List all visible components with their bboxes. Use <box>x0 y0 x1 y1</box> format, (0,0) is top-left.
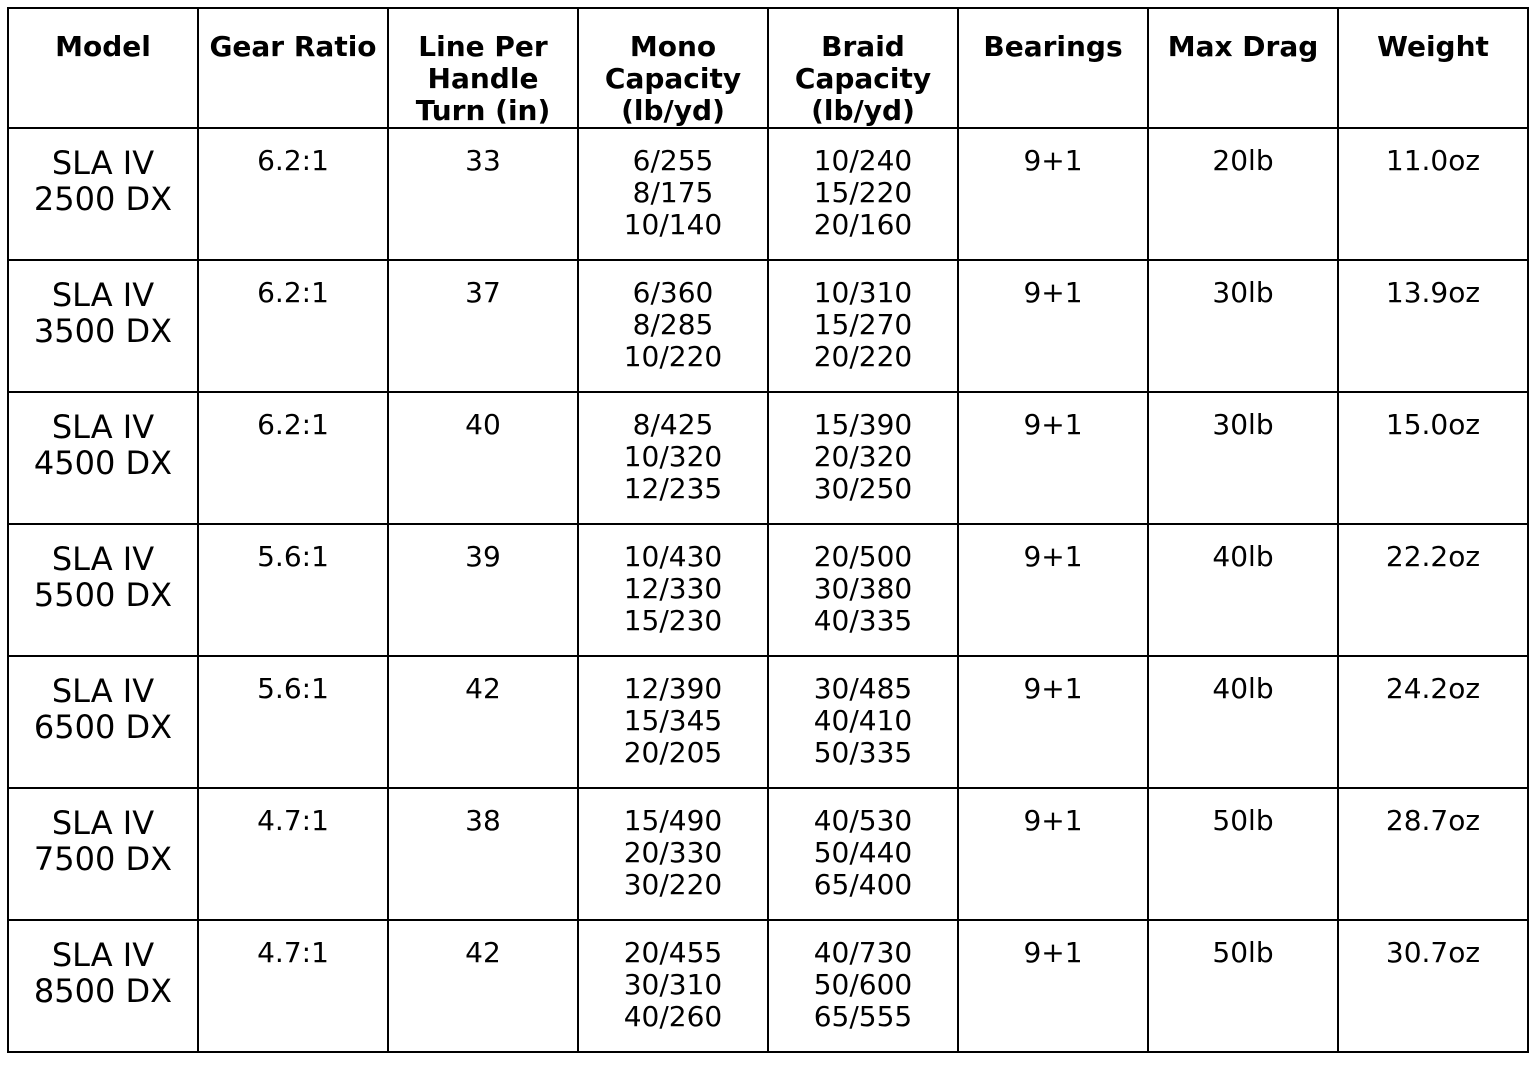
cell-bearings: 9+1 <box>958 392 1148 524</box>
cell-braid-capacity-line: 20/160 <box>813 208 913 241</box>
cell-weight: 11.0oz <box>1338 128 1528 260</box>
header-label: Handle <box>427 62 539 95</box>
cell-braid-capacity-line: 15/390 <box>813 408 913 441</box>
cell-mono-capacity <box>578 392 768 524</box>
cell-weight: 28.7oz <box>1338 788 1528 920</box>
cell-braid-capacity <box>768 128 958 260</box>
cell-model-line: SLA IV <box>51 408 155 446</box>
cell-model-line: 5500 DX <box>33 576 173 614</box>
header-row <box>8 8 1528 128</box>
cell-braid-capacity <box>768 788 958 920</box>
cell-model-line: 8500 DX <box>33 972 173 1010</box>
cell-model <box>8 128 198 260</box>
cell-weight: 30.7oz <box>1338 920 1528 1052</box>
cell-braid-capacity-line: 30/250 <box>813 472 913 505</box>
header-label: Gear Ratio <box>209 30 377 63</box>
cell-braid-capacity-line: 15/220 <box>813 176 913 209</box>
header-weight <box>1338 8 1528 128</box>
cell-model-line: 2500 DX <box>33 180 173 218</box>
cell-gear-ratio: 4.7:1 <box>198 788 388 920</box>
table-row <box>8 260 1528 392</box>
cell-gear-ratio: 5.6:1 <box>198 656 388 788</box>
cell-mono-capacity <box>578 128 768 260</box>
cell-mono-capacity-line: 12/390 <box>623 672 723 705</box>
cell-bearings: 9+1 <box>958 260 1148 392</box>
cell-line-per-turn: 40 <box>388 392 578 524</box>
cell-braid-capacity-line: 20/500 <box>813 540 913 573</box>
cell-braid-capacity-line: 15/270 <box>813 308 913 341</box>
cell-braid-capacity-line: 40/410 <box>813 704 913 737</box>
cell-mono-capacity-line: 12/235 <box>623 472 723 505</box>
cell-braid-capacity-line: 30/380 <box>813 572 913 605</box>
cell-braid-capacity-line: 65/555 <box>813 1000 913 1033</box>
cell-gear-ratio: 6.2:1 <box>198 128 388 260</box>
cell-max-drag: 20lb <box>1148 128 1338 260</box>
cell-mono-capacity-line: 6/255 <box>632 144 714 177</box>
cell-braid-capacity-line: 40/730 <box>813 936 913 969</box>
cell-weight: 24.2oz <box>1338 656 1528 788</box>
header-mono-capacity <box>578 8 768 128</box>
cell-line-per-turn: 37 <box>388 260 578 392</box>
cell-mono-capacity-line: 12/330 <box>623 572 723 605</box>
cell-braid-capacity <box>768 656 958 788</box>
cell-mono-capacity-line: 15/345 <box>623 704 723 737</box>
cell-max-drag: 30lb <box>1148 260 1338 392</box>
cell-mono-capacity <box>578 524 768 656</box>
cell-mono-capacity-line: 30/310 <box>623 968 723 1001</box>
cell-model <box>8 920 198 1052</box>
cell-braid-capacity-line: 20/320 <box>813 440 913 473</box>
header-gear-ratio <box>198 8 388 128</box>
cell-gear-ratio: 6.2:1 <box>198 260 388 392</box>
header-bearings <box>958 8 1148 128</box>
header-label: Model <box>55 30 151 63</box>
cell-max-drag: 30lb <box>1148 392 1338 524</box>
cell-braid-capacity <box>768 392 958 524</box>
cell-mono-capacity-line: 10/140 <box>623 208 723 241</box>
header-label: Braid <box>821 30 905 63</box>
header-label: Capacity <box>604 62 742 95</box>
cell-bearings: 9+1 <box>958 920 1148 1052</box>
table-row <box>8 788 1528 920</box>
table-body <box>8 128 1528 1052</box>
cell-model-line: 4500 DX <box>33 444 173 482</box>
cell-model-line: SLA IV <box>51 540 155 578</box>
cell-model <box>8 392 198 524</box>
cell-max-drag: 40lb <box>1148 656 1338 788</box>
cell-bearings: 9+1 <box>958 788 1148 920</box>
cell-mono-capacity-line: 10/220 <box>623 340 723 373</box>
cell-mono-capacity-line: 20/330 <box>623 836 723 869</box>
cell-mono-capacity-line: 10/320 <box>623 440 723 473</box>
header-label: Max Drag <box>1167 30 1319 63</box>
cell-braid-capacity-line: 10/240 <box>813 144 913 177</box>
cell-weight: 22.2oz <box>1338 524 1528 656</box>
header-label: Weight <box>1377 30 1489 63</box>
cell-line-per-turn: 42 <box>388 656 578 788</box>
cell-model <box>8 788 198 920</box>
header-label: (lb/yd) <box>621 94 725 127</box>
cell-braid-capacity-line: 50/600 <box>813 968 913 1001</box>
header-label: Turn (in) <box>415 94 551 127</box>
cell-braid-capacity <box>768 260 958 392</box>
table-row <box>8 920 1528 1052</box>
header-label: (lb/yd) <box>811 94 915 127</box>
cell-weight: 15.0oz <box>1338 392 1528 524</box>
header-label: Capacity <box>794 62 932 95</box>
cell-model-line: SLA IV <box>51 276 155 314</box>
table-row <box>8 392 1528 524</box>
table-row <box>8 128 1528 260</box>
reel-spec-table <box>7 7 1529 1053</box>
cell-bearings: 9+1 <box>958 128 1148 260</box>
cell-braid-capacity-line: 40/530 <box>813 804 913 837</box>
cell-mono-capacity-line: 20/455 <box>623 936 723 969</box>
cell-model-line: 7500 DX <box>33 840 173 878</box>
header-model <box>8 8 198 128</box>
cell-mono-capacity-line: 10/430 <box>623 540 723 573</box>
cell-mono-capacity-line: 8/175 <box>632 176 714 209</box>
cell-model <box>8 656 198 788</box>
cell-line-per-turn: 42 <box>388 920 578 1052</box>
cell-mono-capacity-line: 8/425 <box>632 408 714 441</box>
cell-line-per-turn: 39 <box>388 524 578 656</box>
cell-braid-capacity-line: 10/310 <box>813 276 913 309</box>
cell-gear-ratio: 4.7:1 <box>198 920 388 1052</box>
cell-mono-capacity <box>578 788 768 920</box>
cell-braid-capacity-line: 40/335 <box>813 604 913 637</box>
cell-line-per-turn: 38 <box>388 788 578 920</box>
cell-weight: 13.9oz <box>1338 260 1528 392</box>
cell-max-drag: 50lb <box>1148 920 1338 1052</box>
header-line-per-turn <box>388 8 578 128</box>
cell-mono-capacity-line: 15/490 <box>623 804 723 837</box>
cell-bearings: 9+1 <box>958 524 1148 656</box>
cell-braid-capacity-line: 65/400 <box>813 868 913 901</box>
cell-line-per-turn: 33 <box>388 128 578 260</box>
cell-bearings: 9+1 <box>958 656 1148 788</box>
cell-mono-capacity-line: 40/260 <box>623 1000 723 1033</box>
cell-mono-capacity-line: 8/285 <box>632 308 714 341</box>
cell-model-line: 3500 DX <box>33 312 173 350</box>
header-label: Mono <box>629 30 717 63</box>
header-braid-capacity <box>768 8 958 128</box>
cell-mono-capacity <box>578 656 768 788</box>
cell-braid-capacity <box>768 920 958 1052</box>
cell-mono-capacity-line: 15/230 <box>623 604 723 637</box>
cell-model-line: SLA IV <box>51 804 155 842</box>
cell-max-drag: 50lb <box>1148 788 1338 920</box>
cell-mono-capacity-line: 30/220 <box>623 868 723 901</box>
cell-model <box>8 260 198 392</box>
header-label: Line Per <box>418 30 548 63</box>
cell-braid-capacity-line: 20/220 <box>813 340 913 373</box>
header-label: Bearings <box>983 30 1123 63</box>
cell-gear-ratio: 6.2:1 <box>198 392 388 524</box>
table-row <box>8 656 1528 788</box>
cell-mono-capacity-line: 20/205 <box>623 736 723 769</box>
header-max-drag <box>1148 8 1338 128</box>
cell-braid-capacity-line: 50/335 <box>813 736 913 769</box>
cell-braid-capacity-line: 30/485 <box>813 672 913 705</box>
cell-braid-capacity <box>768 524 958 656</box>
table-row <box>8 524 1528 656</box>
cell-mono-capacity <box>578 920 768 1052</box>
cell-model-line: SLA IV <box>51 672 155 710</box>
cell-model <box>8 524 198 656</box>
cell-model-line: SLA IV <box>51 144 155 182</box>
cell-mono-capacity-line: 6/360 <box>632 276 714 309</box>
cell-model-line: 6500 DX <box>33 708 173 746</box>
cell-model-line: SLA IV <box>51 936 155 974</box>
cell-gear-ratio: 5.6:1 <box>198 524 388 656</box>
cell-max-drag: 40lb <box>1148 524 1338 656</box>
cell-mono-capacity <box>578 260 768 392</box>
cell-braid-capacity-line: 50/440 <box>813 836 913 869</box>
